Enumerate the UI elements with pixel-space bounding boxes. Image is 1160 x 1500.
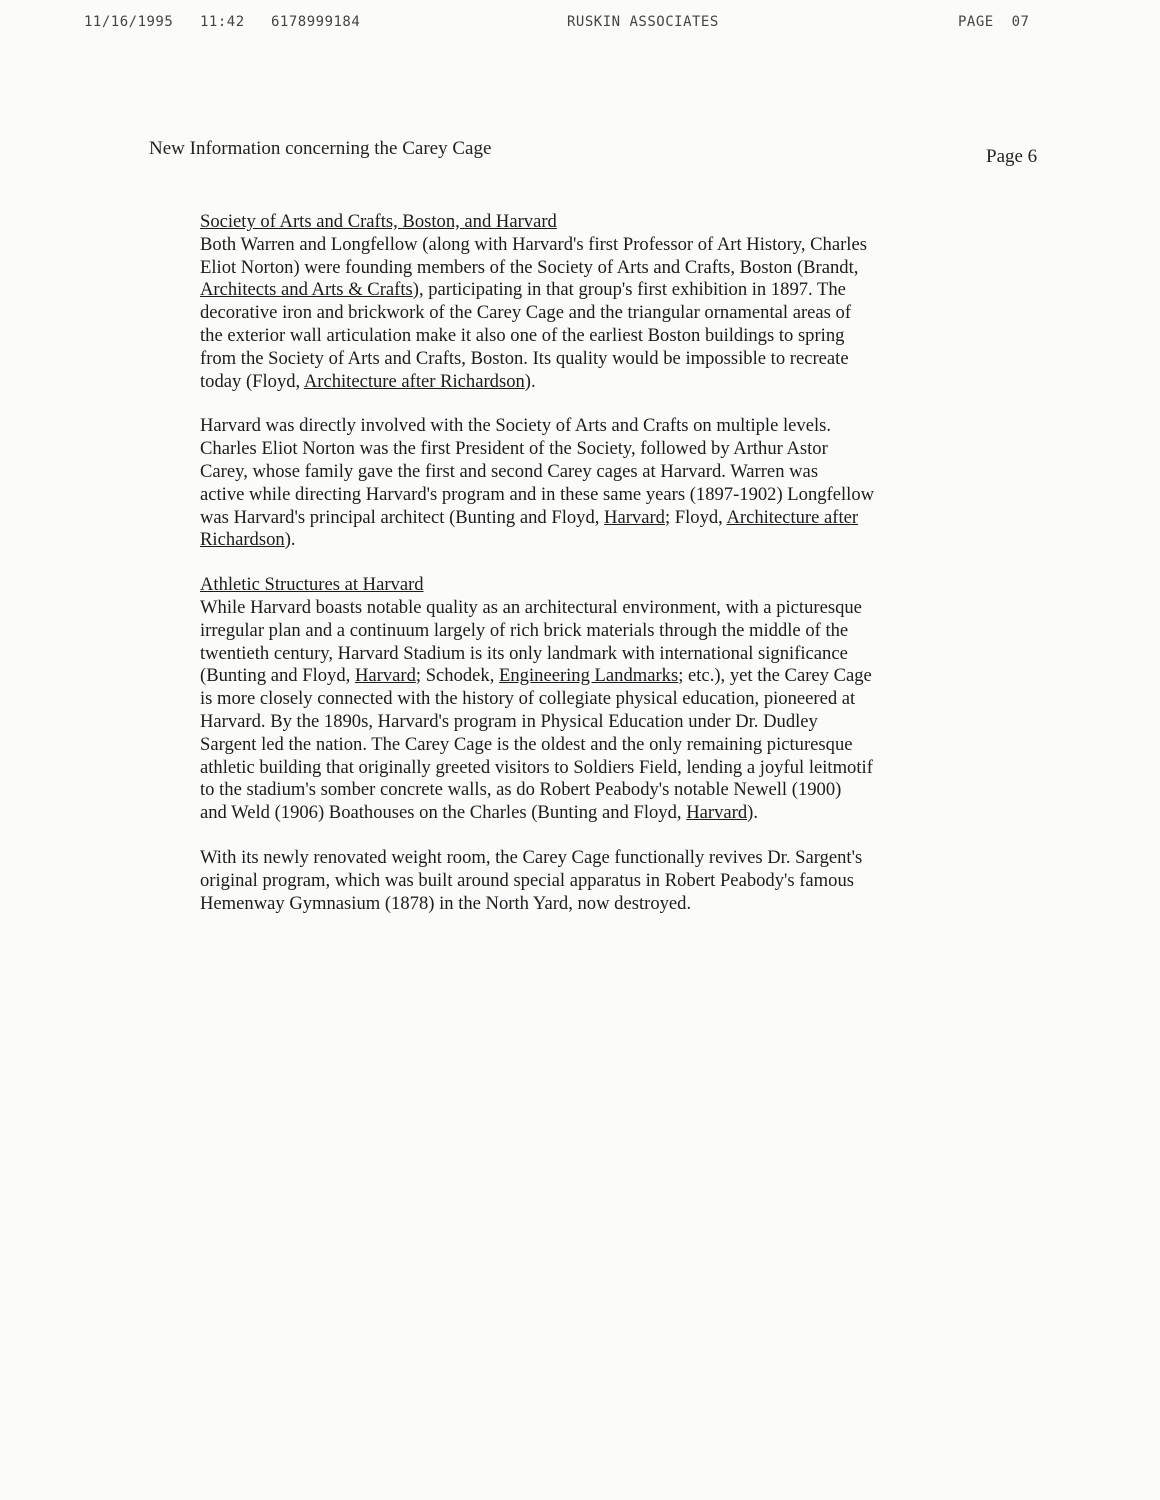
paragraph-line: irregular plan and a continuum largely of rich brick materials through the middle of the <box>200 619 849 641</box>
paragraph-line: active while directing Harvard's program and in these same years (1897-1902) Longfellow <box>200 483 875 505</box>
text-run: ). <box>747 802 758 824</box>
fax-page-number: PAGE 07 <box>958 14 1030 30</box>
paragraph-line: to the stadium's somber concrete walls, as do Robert Peabody's notable Newell (1900) <box>200 779 842 801</box>
section-heading: Society of Arts and Crafts, Boston, and Harvard <box>200 211 557 232</box>
document-body <box>200 211 1030 937</box>
paragraph-line: While Harvard boasts notable quality as an architectural environment, with a picturesque <box>200 596 862 618</box>
section-heading: Athletic Structures at Harvard <box>200 574 424 596</box>
paragraph-line <box>200 665 1030 688</box>
paragraph-line: Both Warren and Longfellow (along with Harvard's first Professor of Art History, Charles <box>200 233 867 255</box>
paragraph-line <box>200 529 1030 552</box>
paragraph-line <box>200 371 1030 394</box>
text-run: ), participating in that group's first exhibition in 1897. The <box>412 279 846 301</box>
citation-title: Architects and Arts & Crafts <box>200 279 413 301</box>
paragraph-line: Sargent led the nation. The Carey Cage is the oldest and the only remaining picturesque <box>200 733 853 755</box>
paragraph-line: is more closely connected with the history of collegiate physical education, pioneered at <box>200 688 856 710</box>
section-athletic-structures <box>200 574 1030 825</box>
citation-title: Architecture after <box>726 506 859 528</box>
paragraph-line: Hemenway Gymnasium (1878) in the North Yard, now destroyed. <box>200 892 692 914</box>
citation-title: Engineering Landmarks <box>499 665 679 687</box>
fax-company-name: RUSKIN ASSOCIATES <box>567 14 719 30</box>
text-run: and Weld (1906) Boathouses on the Charles (Bunting and Floyd, <box>200 802 687 824</box>
paragraph-line: athletic building that originally greeted visitors to Soldiers Field, lending a joyful leitmotif <box>200 756 873 778</box>
paragraph-line: Harvard was directly involved with the Society of Arts and Crafts on multiple levels. <box>200 415 832 437</box>
paragraph-line: Harvard. By the 1890s, Harvard's program in Physical Education under Dr. Dudley <box>200 710 818 732</box>
paragraph-line <box>200 279 1030 302</box>
fax-phone-number: 6178999184 <box>271 14 361 30</box>
text-run: ). <box>284 529 296 551</box>
paragraph-line: Eliot Norton) were founding members of the Society of Arts and Crafts, Boston (Brandt, <box>200 256 859 278</box>
text-run: (Bunting and Floyd, <box>200 665 355 687</box>
section-society-arts-crafts <box>200 211 1030 393</box>
paragraph-line: the exterior wall articulation make it also one of the earliest Boston buildings to spring <box>200 324 845 346</box>
paragraph-line: Carey, whose family gave the first and second Carey cages at Harvard. Warren was <box>200 460 819 482</box>
fax-time: 11:42 <box>200 14 245 30</box>
fax-date: 11/16/1995 <box>84 14 174 30</box>
text-run: ; Floyd, <box>664 506 727 528</box>
paragraph-line <box>200 802 1030 825</box>
paragraph-line: twentieth century, Harvard Stadium is its only landmark with international significance <box>200 642 848 664</box>
text-run: ; Schodek, <box>415 665 500 687</box>
paragraph-line: Charles Eliot Norton was the first President of the Society, followed by Arthur Astor <box>200 438 828 460</box>
citation-title: Harvard <box>686 802 748 824</box>
text-run: was Harvard's principal architect (Bunting and Floyd, <box>200 506 605 528</box>
citation-title: Richardson <box>200 529 285 551</box>
paragraph-line: from the Society of Arts and Crafts, Boston. Its quality would be impossible to recreate <box>200 347 849 369</box>
fax-header <box>0 12 1160 36</box>
paragraph-line: original program, which was built around special apparatus in Robert Peabody's famous <box>200 869 854 891</box>
paragraph-line: decorative iron and brickwork of the Carey Cage and the triangular ornamental areas of <box>200 302 852 324</box>
paragraph-harvard-involvement <box>200 415 1030 552</box>
paragraph-line <box>200 507 1030 530</box>
document-title: New Information concerning the Carey Cage <box>149 138 492 159</box>
citation-title: Harvard <box>354 665 416 687</box>
paragraph-line: With its newly renovated weight room, the Carey Cage functionally revives Dr. Sargent's <box>200 846 863 868</box>
text-run: ). <box>524 370 536 392</box>
citation-title: Harvard <box>604 506 665 528</box>
document-page-label: Page 6 <box>986 146 1038 167</box>
paragraph-weight-room <box>200 847 1030 915</box>
citation-title: Architecture after Richardson <box>303 370 525 392</box>
text-run: ; etc.), yet the Carey Cage <box>678 665 872 687</box>
text-run: today (Floyd, <box>200 370 304 392</box>
